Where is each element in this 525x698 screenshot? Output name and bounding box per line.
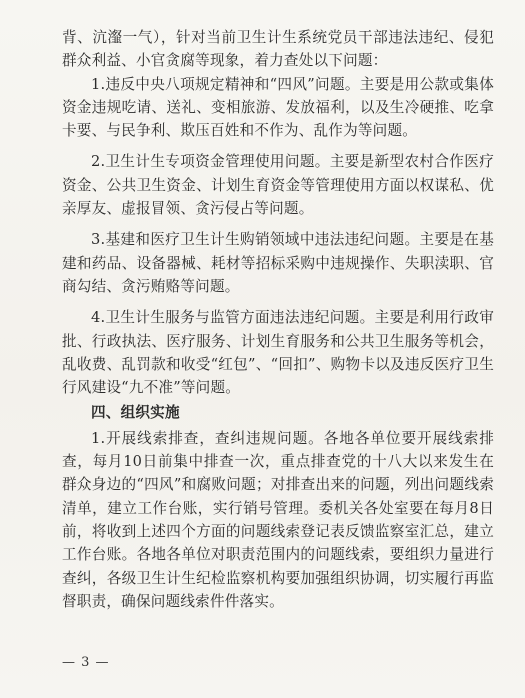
paragraph-continuation: 背、沆瀣一气），针对当前卫生计生系统党员干部违法违纪、侵犯群众利益、小官贪腐等现象，着力查处以下问题：	[62, 29, 494, 70]
paragraph-item-1: 1.违反中央八项规定精神和“四风”问题。主要是用公款或集体资金违规吃请、送礼、变相旅游、发放福利，以及生冷硬推、吃拿卡要、与民争利、欺压百姓和不作为、乱作为等问题。	[62, 75, 494, 140]
page-number: — 3 —	[62, 655, 110, 670]
section-paragraph-1: 1.开展线索排查，查纠违规问题。各地各单位要开展线索排查，每月10日前集中排查一次，重点排查党的十八大以来发生在群众身边的“四风”和腐败问题；对排查出来的问题，列出问题线索清单，建立工作台账，实行销号管理。委机关各处室要在每月8日前，将收到上述四个方面的问题线索登记表反馈监察室汇总，建立工作台账。各地各单位对职责范围内的问题线索，要组织力量进行查纠，各级卫生计生纪检监察机构要加强组织协调，切实履行再监督职责，确保问题线索件件落实。	[62, 429, 494, 610]
paragraph-item-2: 2.卫生计生专项资金管理使用问题。主要是新型农村合作医疗资金、公共卫生资金、计划生育资金等管理使用方面以权谋私、优亲厚友、虚报冒领、贪污侵占等问题。	[62, 153, 494, 218]
document-body	[62, 26, 494, 613]
paragraph-item-3: 3.基建和医疗卫生计生购销领域中违法违纪问题。主要是在基建和药品、设备器械、耗材等招标采购中违规操作、失职渎职、官商勾结、贪污贿赂等问题。	[62, 231, 494, 295]
section-heading: 四、组织实施	[91, 404, 180, 422]
paragraph-item-4: 4.卫生计生服务与监管方面违法违纪问题。主要是利用行政审批、行政执法、医疗服务、计划生育服务和公共卫生服务等机会，乱收费、乱罚款和收受“红包”、“回扣”、购物卡以及违反医疗卫生行风建设“九不准”等问题。	[62, 309, 494, 397]
